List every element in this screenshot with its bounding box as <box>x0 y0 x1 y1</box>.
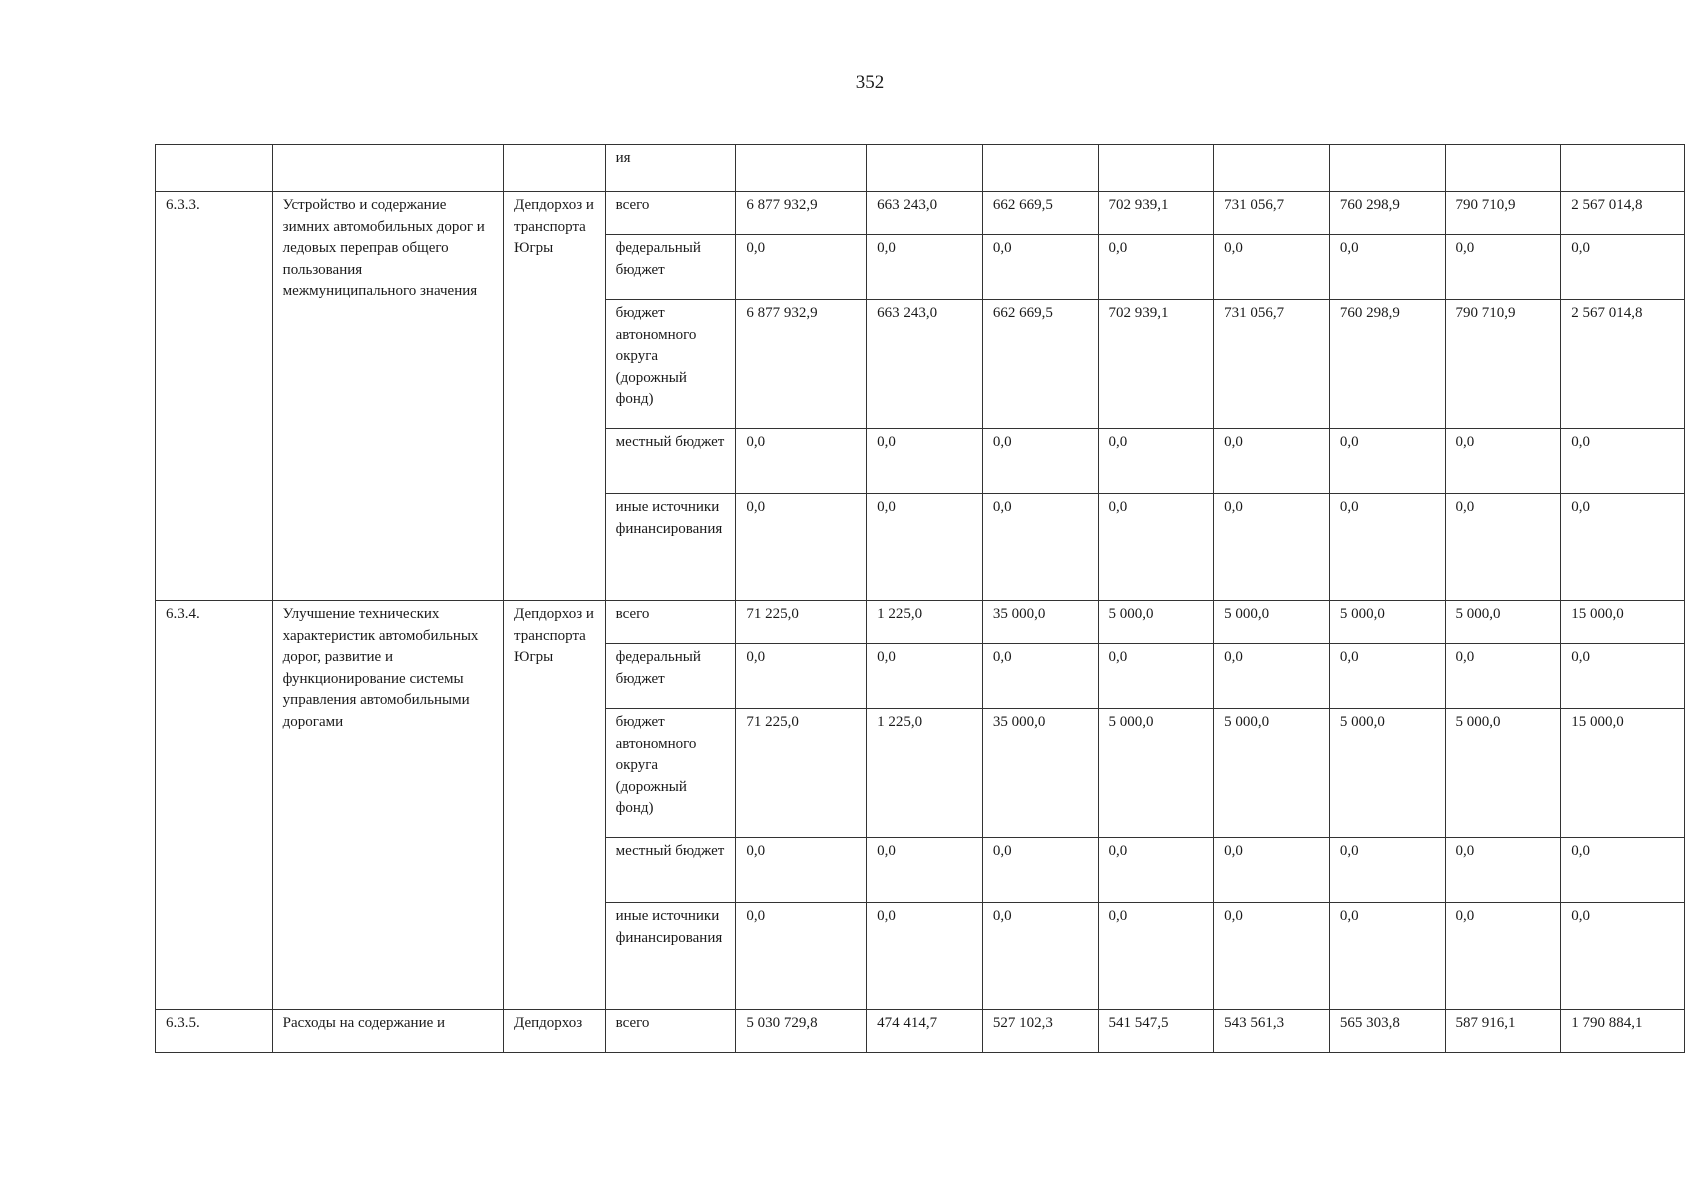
funding-source: всего <box>605 192 736 235</box>
funding-source: федеральный бюджет <box>605 644 736 709</box>
amount-cell: 702 939,1 <box>1098 300 1214 429</box>
amount-cell: 0,0 <box>1561 838 1685 903</box>
amount-cell: 0,0 <box>1445 429 1561 494</box>
section-executor: Депдорхоз <box>504 1010 606 1053</box>
amount-cell: 790 710,9 <box>1445 300 1561 429</box>
amount-cell: 0,0 <box>1329 838 1445 903</box>
section-code: 6.3.5. <box>156 1010 273 1053</box>
funding-source: бюджет автономного округа (дорожный фонд) <box>605 709 736 838</box>
section-executor: Депдорхоз и транспорта Югры <box>504 192 606 601</box>
amount-cell: 0,0 <box>1561 903 1685 1010</box>
amount-cell: 0,0 <box>1098 838 1214 903</box>
amount-cell: 565 303,8 <box>1329 1010 1445 1053</box>
amount-cell: 0,0 <box>736 903 867 1010</box>
amount-cell: 5 000,0 <box>1098 601 1214 644</box>
amount-cell: 5 000,0 <box>1445 601 1561 644</box>
amount-cell: 0,0 <box>867 494 983 601</box>
amount-cell: 0,0 <box>982 903 1098 1010</box>
cell-empty <box>867 145 983 192</box>
cell-empty <box>1329 145 1445 192</box>
amount-cell: 0,0 <box>1214 429 1330 494</box>
cell-empty <box>982 145 1098 192</box>
amount-cell: 0,0 <box>736 494 867 601</box>
table-row <box>156 601 1685 644</box>
table-row <box>156 1010 1685 1053</box>
amount-cell: 0,0 <box>1445 494 1561 601</box>
section-code: 6.3.3. <box>156 192 273 601</box>
amount-cell: 760 298,9 <box>1329 192 1445 235</box>
funding-source: бюджет автономного округа (дорожный фонд) <box>605 300 736 429</box>
amount-cell: 0,0 <box>1098 644 1214 709</box>
section-title: Улучшение технических характеристик автомобильных дорог, развитие и функционирование системы управления автомобильными дорогами <box>272 601 503 1010</box>
amount-cell: 0,0 <box>1329 644 1445 709</box>
amount-cell: 0,0 <box>982 494 1098 601</box>
funding-source: местный бюджет <box>605 838 736 903</box>
amount-cell: 0,0 <box>867 838 983 903</box>
amount-cell: 0,0 <box>736 429 867 494</box>
section-title: Устройство и содержание зимних автомобильных дорог и ледовых переправ общего пользования межмуниципального значения <box>272 192 503 601</box>
funding-source: местный бюджет <box>605 429 736 494</box>
amount-cell: 35 000,0 <box>982 709 1098 838</box>
amount-cell: 0,0 <box>1098 494 1214 601</box>
amount-cell: 474 414,7 <box>867 1010 983 1053</box>
amount-cell: 1 790 884,1 <box>1561 1010 1685 1053</box>
amount-cell: 0,0 <box>867 429 983 494</box>
amount-cell: 0,0 <box>1214 494 1330 601</box>
amount-cell: 5 000,0 <box>1214 709 1330 838</box>
amount-cell: 663 243,0 <box>867 300 983 429</box>
amount-cell: 0,0 <box>1098 429 1214 494</box>
section-code: 6.3.4. <box>156 601 273 1010</box>
funding-source: федеральный бюджет <box>605 235 736 300</box>
cell-empty <box>156 145 273 192</box>
amount-cell: 15 000,0 <box>1561 709 1685 838</box>
amount-cell: 0,0 <box>1214 235 1330 300</box>
funding-source: всего <box>605 1010 736 1053</box>
amount-cell: 0,0 <box>867 903 983 1010</box>
amount-cell: 71 225,0 <box>736 709 867 838</box>
amount-cell: 6 877 932,9 <box>736 192 867 235</box>
amount-cell: 1 225,0 <box>867 601 983 644</box>
amount-cell: 5 000,0 <box>1329 709 1445 838</box>
amount-cell: 0,0 <box>1445 838 1561 903</box>
amount-cell: 0,0 <box>1561 429 1685 494</box>
amount-cell: 0,0 <box>1214 644 1330 709</box>
amount-cell: 760 298,9 <box>1329 300 1445 429</box>
amount-cell: 5 030 729,8 <box>736 1010 867 1053</box>
funding-source: иные источники финансирования <box>605 494 736 601</box>
amount-cell: 5 000,0 <box>1445 709 1561 838</box>
amount-cell: 5 000,0 <box>1329 601 1445 644</box>
amount-cell: 1 225,0 <box>867 709 983 838</box>
page-number: 352 <box>855 72 885 93</box>
amount-cell: 0,0 <box>736 235 867 300</box>
amount-cell: 0,0 <box>1098 235 1214 300</box>
amount-cell: 0,0 <box>1445 644 1561 709</box>
amount-cell: 5 000,0 <box>1098 709 1214 838</box>
amount-cell: 662 669,5 <box>982 192 1098 235</box>
amount-cell: 0,0 <box>982 235 1098 300</box>
amount-cell: 0,0 <box>1561 644 1685 709</box>
cell-empty <box>1214 145 1330 192</box>
cell-empty <box>272 145 503 192</box>
amount-cell: 0,0 <box>1445 903 1561 1010</box>
amount-cell: 15 000,0 <box>1561 601 1685 644</box>
cell-empty <box>736 145 867 192</box>
amount-cell: 5 000,0 <box>1214 601 1330 644</box>
cell-empty <box>1561 145 1685 192</box>
amount-cell: 0,0 <box>736 838 867 903</box>
amount-cell: 541 547,5 <box>1098 1010 1214 1053</box>
amount-cell: 35 000,0 <box>982 601 1098 644</box>
amount-cell: 2 567 014,8 <box>1561 192 1685 235</box>
amount-cell: 0,0 <box>1329 429 1445 494</box>
section-title: Расходы на содержание и <box>272 1010 503 1053</box>
amount-cell: 0,0 <box>1214 838 1330 903</box>
funding-source: всего <box>605 601 736 644</box>
amount-cell: 0,0 <box>1329 235 1445 300</box>
amount-cell: 0,0 <box>982 429 1098 494</box>
amount-cell: 527 102,3 <box>982 1010 1098 1053</box>
cell-empty <box>1098 145 1214 192</box>
amount-cell: 0,0 <box>736 644 867 709</box>
amount-cell: 71 225,0 <box>736 601 867 644</box>
amount-cell: 0,0 <box>982 644 1098 709</box>
section-executor: Депдорхоз и транспорта Югры <box>504 601 606 1010</box>
budget-table <box>155 144 1685 1053</box>
amount-cell: 702 939,1 <box>1098 192 1214 235</box>
amount-cell: 2 567 014,8 <box>1561 300 1685 429</box>
cell-empty <box>1445 145 1561 192</box>
amount-cell: 0,0 <box>1445 235 1561 300</box>
amount-cell: 731 056,7 <box>1214 300 1330 429</box>
table-row <box>156 192 1685 235</box>
amount-cell: 0,0 <box>1561 235 1685 300</box>
amount-cell: 731 056,7 <box>1214 192 1330 235</box>
table-body <box>156 145 1685 1053</box>
cell-empty <box>504 145 606 192</box>
amount-cell: 0,0 <box>867 235 983 300</box>
amount-cell: 0,0 <box>867 644 983 709</box>
source-cell: ия <box>605 145 736 192</box>
funding-source: иные источники финансирования <box>605 903 736 1010</box>
amount-cell: 0,0 <box>1098 903 1214 1010</box>
amount-cell: 0,0 <box>1561 494 1685 601</box>
amount-cell: 543 561,3 <box>1214 1010 1330 1053</box>
amount-cell: 0,0 <box>982 838 1098 903</box>
amount-cell: 0,0 <box>1329 494 1445 601</box>
amount-cell: 663 243,0 <box>867 192 983 235</box>
amount-cell: 662 669,5 <box>982 300 1098 429</box>
continuation-row <box>156 145 1685 192</box>
amount-cell: 587 916,1 <box>1445 1010 1561 1053</box>
amount-cell: 0,0 <box>1329 903 1445 1010</box>
amount-cell: 6 877 932,9 <box>736 300 867 429</box>
amount-cell: 0,0 <box>1214 903 1330 1010</box>
amount-cell: 790 710,9 <box>1445 192 1561 235</box>
